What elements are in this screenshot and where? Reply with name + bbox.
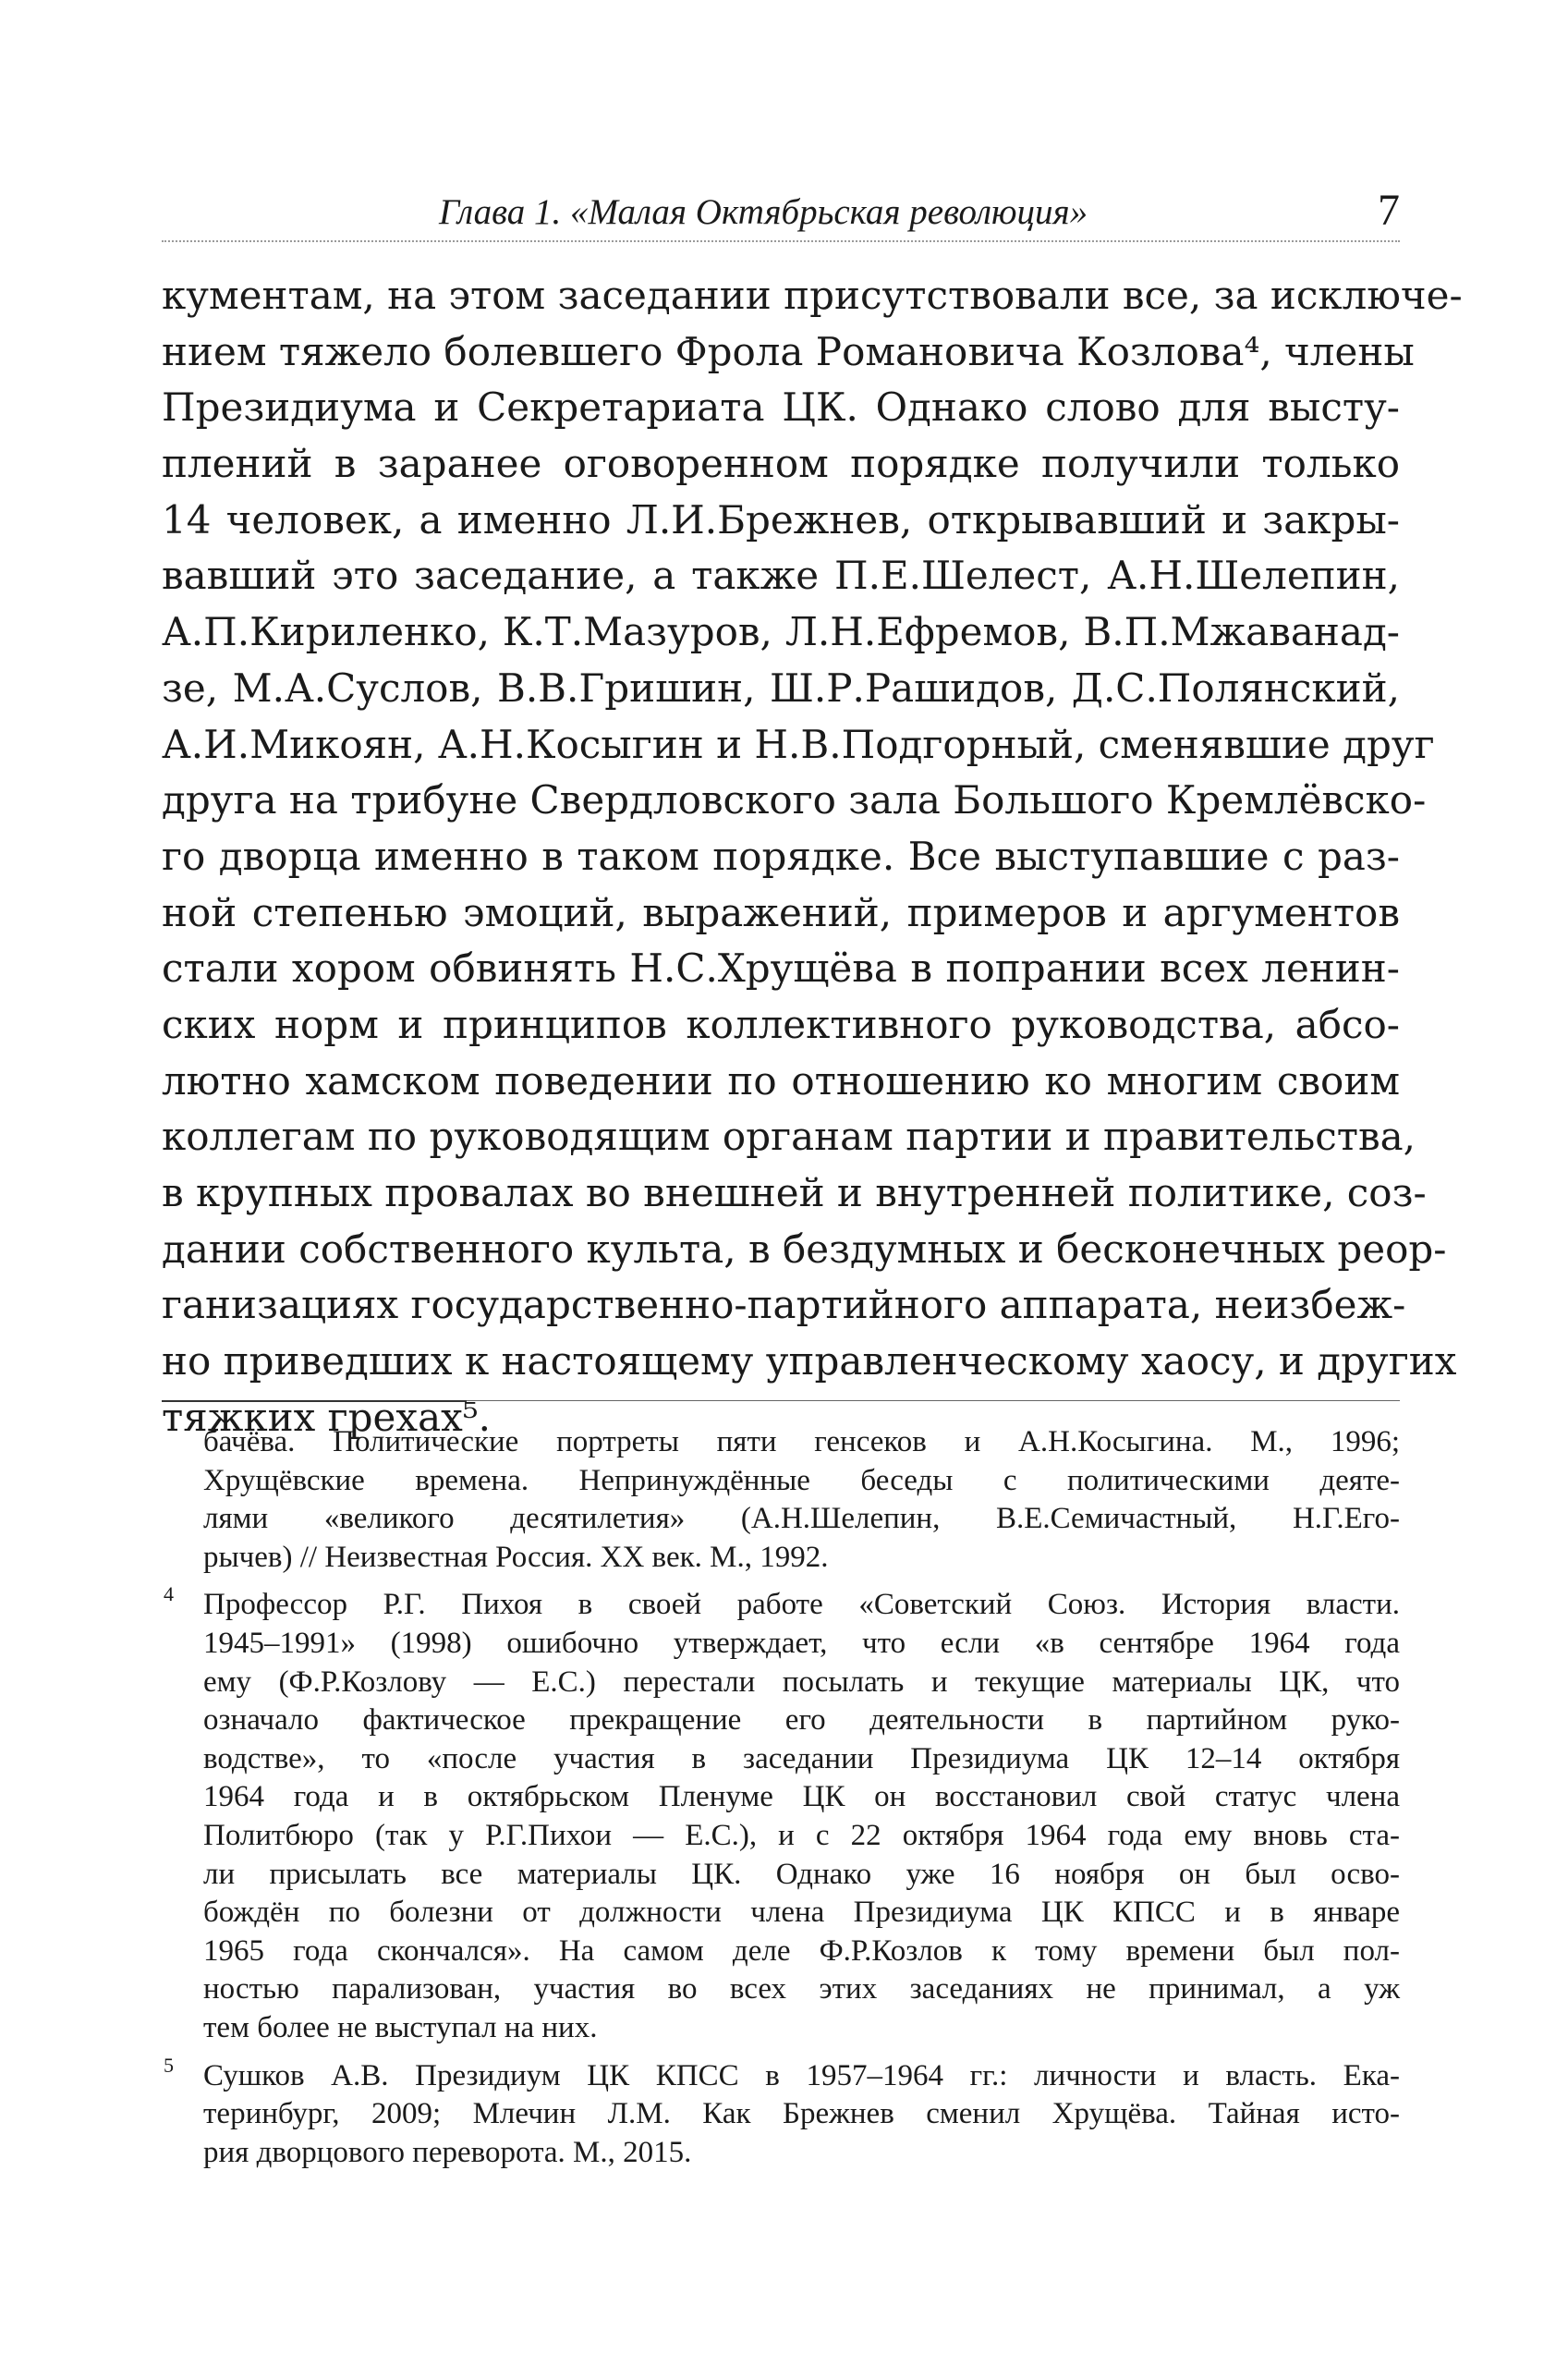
text-line: 14 человек, а именно Л.И.Брежнев, открывавший и закры- xyxy=(162,496,1400,543)
text-line: нием тяжело болевшего Фрола Романовича Козлова⁴, члены xyxy=(162,328,1415,374)
footnote-number: 4 xyxy=(164,1582,174,1606)
footnote-line: 1965 года скончался». На самом деле Ф.Р.Козлов к тому времени был пол- xyxy=(203,1933,1400,1968)
text-line: коллегам по руководящим органам партии и правительства, xyxy=(162,1114,1416,1160)
text-line: зе, М.А.Суслов, В.В.Гришин, Ш.Р.Рашидов, Д.С.Полянский, xyxy=(162,665,1400,711)
footnote-line: означало фактическое прекращение его деятельности в партийном руко- xyxy=(203,1703,1400,1738)
text-line: ной степенью эмоций, выражений, примеров и аргументов xyxy=(162,889,1400,935)
footnote-line: ему (Ф.Р.Козлову — Е.С.) перестали посылать и текущие материалы ЦК, что xyxy=(203,1665,1400,1699)
text-line: го дворца именно в таком порядке. Все выступавшие с раз- xyxy=(162,833,1400,879)
footnote-line: Профессор Р.Г. Пихоя в своей работе «Советский Союз. История власти. xyxy=(203,1588,1400,1622)
footnotes xyxy=(162,1423,1400,2172)
text-line: ских норм и принципов коллективного руководства, абсо- xyxy=(162,1001,1400,1047)
text-line: вавший это заседание, а также П.Е.Шелест, А.Н.Шелепин, xyxy=(162,553,1400,599)
text-line: ганизациях государственно-партийного аппарата, неизбеж- xyxy=(162,1282,1406,1328)
footnote-5 xyxy=(162,2053,1400,2173)
text-line: А.П.Кириленко, К.Т.Мазуров, Л.Н.Ефремов, В.П.Мжаванад- xyxy=(162,609,1400,655)
text-line: стали хором обвинять Н.С.Хрущёва в попрании всех ленин- xyxy=(162,945,1400,992)
footnote-line: ли присылать все материалы ЦК. Однако уже 16 ноября он был осво- xyxy=(203,1857,1400,1891)
text-line: дании собственного культа, в бездумных и бесконечных реор- xyxy=(162,1226,1447,1272)
text-line: А.И.Микоян, А.Н.Косыгин и Н.В.Подгорный, сменявшие друг xyxy=(162,721,1435,767)
footnote-line: ностью парализован, участия во всех этих заседаниях не принимал, а уж xyxy=(203,1972,1400,2006)
text-line: лютно хамском поведении по отношению ко многим своим xyxy=(162,1057,1400,1104)
text-line: плений в заранее оговоренном порядке получили только xyxy=(162,441,1400,487)
footnote-line: Политбюро (так у Р.Г.Пихои — Е.С.), и с 22 октября 1964 года ему вновь ста- xyxy=(203,1818,1400,1852)
footnote-line: водстве», то «после участия в заседании Президиума ЦК 12–14 октября xyxy=(203,1741,1400,1775)
footnote-continued xyxy=(162,1423,1400,1577)
footnote-4 xyxy=(162,1582,1400,2047)
text-line: Президиума и Секретариата ЦК. Однако слово для высту- xyxy=(162,384,1400,431)
footnote-line: теринбург, 2009; Млечин Л.М. Как Брежнев сменил Хрущёва. Тайная исто- xyxy=(203,2097,1400,2131)
page-header xyxy=(162,185,1400,242)
footnote-line: рычев) // Неизвестная Россия. XX век. М., 1992. xyxy=(203,1540,829,1574)
main-text xyxy=(162,268,1463,1445)
footnote-line: лями «великого десятилетия» (А.Н.Шелепин, В.Е.Семичастный, Н.Г.Его- xyxy=(203,1502,1400,1536)
footnote-rule-continued xyxy=(467,1400,1400,1401)
text-line: в крупных провалах во внешней и внутренней политике, соз- xyxy=(162,1170,1427,1215)
running-title: Глава 1. «Малая Октябрьская революция» xyxy=(439,192,1088,232)
footnote-line: Хрущёвские времена. Непринуждённые беседы с политическими деяте- xyxy=(203,1463,1400,1497)
footnote-number: 5 xyxy=(164,2053,174,2077)
text-line: но приведших к настоящему управленческому хаосу, и других xyxy=(162,1338,1457,1384)
text-line: друга на трибуне Свердловского зала Большого Кремлёвско- xyxy=(162,777,1427,823)
footnote-rule xyxy=(162,1400,467,1402)
footnote-line: бождён по болезни от должности члена Президиума ЦК КПСС и в январе xyxy=(203,1896,1400,1930)
footnote-line: 1945–1991» (1998) ошибочно утверждает, что если «в сентябре 1964 года xyxy=(203,1626,1400,1660)
footnote-line: бачёва. Политические портреты пяти генсеков и А.Н.Косыгина. М., 1996; xyxy=(203,1425,1400,1458)
footnote-line: Сушков А.В. Президиум ЦК КПСС в 1957–1964 гг.: личности и власть. Ека- xyxy=(203,2058,1400,2092)
footnote-line: тем более не выступал на них. xyxy=(203,2010,598,2044)
text-line: тяжких грехах⁵. xyxy=(162,1394,491,1440)
text-line: кументам, на этом заседании присутствовали все, за исключе- xyxy=(162,273,1463,318)
footnote-line: рия дворцового переворота. М., 2015. xyxy=(203,2135,692,2169)
footnote-line: 1964 года и в октябрьском Пленуме ЦК он восстановил свой статус члена xyxy=(203,1780,1400,1814)
page-number: 7 xyxy=(1378,186,1400,235)
